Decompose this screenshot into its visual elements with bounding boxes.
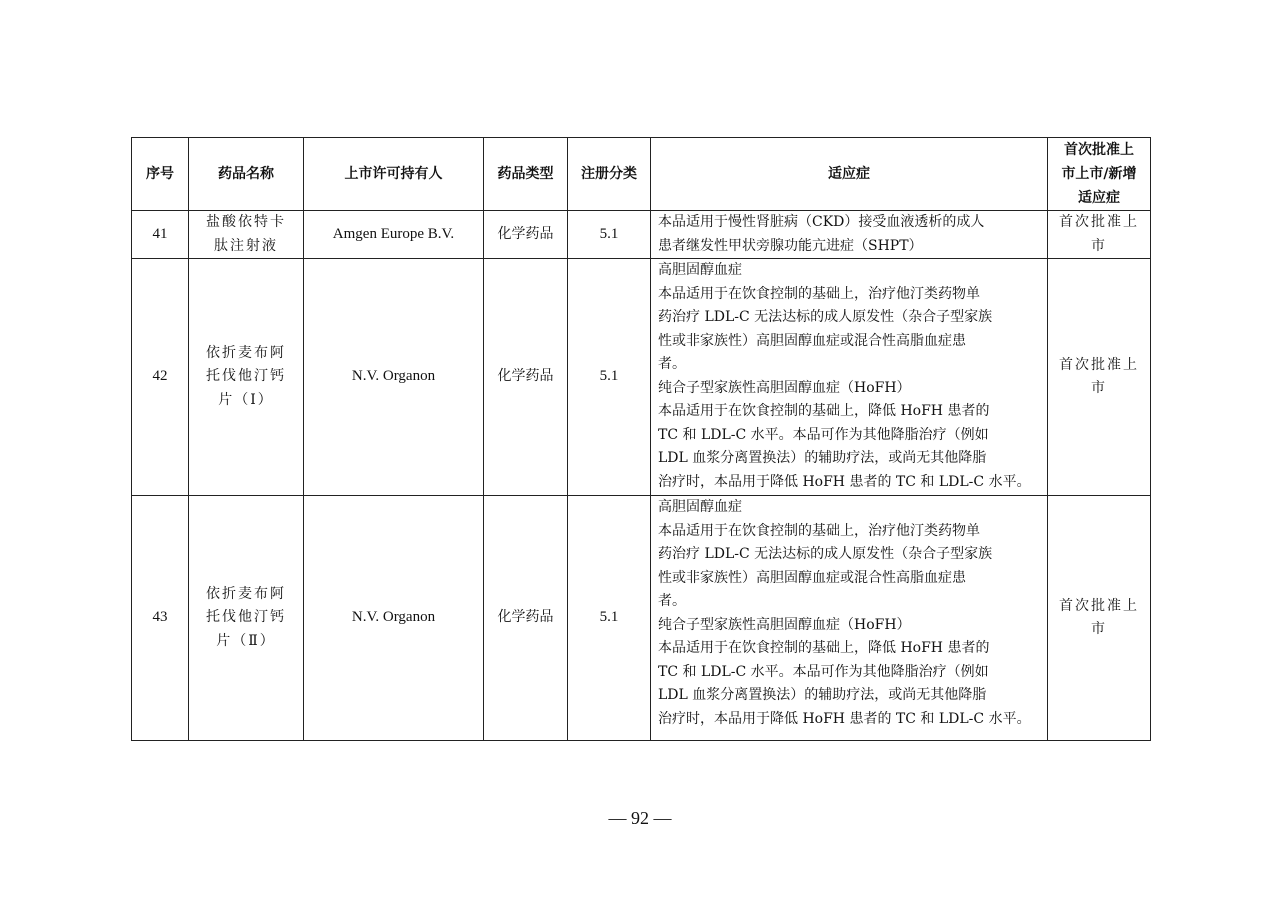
cell-license-holder: N.V. Organon <box>304 496 484 741</box>
drug-name-line: 托伐他汀钙 <box>206 609 286 626</box>
page-number: — 92 — <box>608 808 672 828</box>
cell-license-holder: N.V. Organon <box>304 259 484 496</box>
cell-approval-status <box>1048 496 1151 741</box>
table-header-row <box>132 138 1151 211</box>
drug-name-line: 依折麦布阿 <box>206 585 286 602</box>
cell-drug-name <box>189 259 304 496</box>
indication-line: 者。 <box>658 356 686 372</box>
indication-line: 本品适用于在饮食控制的基础上，降低 HoFH 患者的 <box>658 403 990 419</box>
header-status-line: 市上市/新增 <box>1061 166 1137 182</box>
indication-line: 治疗时，本品用于降低 HoFH 患者的 TC 和 LDL-C 水平。 <box>658 473 1031 490</box>
indication-line: 者。 <box>658 593 686 609</box>
status-line: 首次批准上 <box>1059 356 1139 373</box>
indication-line: TC 和 LDL-C 水平。本品可作为其他降脂治疗（例如 <box>658 663 989 680</box>
indication-line: 治疗时，本品用于降低 HoFH 患者的 TC 和 LDL-C 水平。 <box>658 710 1031 727</box>
cell-seq: 42 <box>132 259 189 496</box>
cell-indication <box>651 496 1048 741</box>
table-row <box>132 211 1151 259</box>
cell-approval-status <box>1048 259 1151 496</box>
indication-line: TC 和 LDL-C 水平。本品可作为其他降脂治疗（例如 <box>658 426 989 443</box>
indication-line: 药治疗 LDL-C 无法达标的成人原发性（杂合子型家族 <box>658 546 993 562</box>
drug-approval-table <box>131 137 1151 741</box>
drug-name-line: 依折麦布阿 <box>206 344 286 361</box>
cell-drug-type: 化学药品 <box>484 259 568 496</box>
drug-name-line: 肽注射液 <box>214 237 278 254</box>
status-line: 市 <box>1091 237 1107 254</box>
cell-registration-category: 5.1 <box>568 496 651 741</box>
status-line: 市 <box>1091 380 1107 396</box>
table-row <box>132 259 1151 496</box>
indication-line: 本品适用于慢性肾脏病（CKD）接受血液透析的成人 <box>658 214 985 230</box>
header-drug-name: 药品名称 <box>189 138 304 211</box>
header-drug-type: 药品类型 <box>484 138 568 211</box>
header-approval-status <box>1048 138 1151 211</box>
table-row <box>132 496 1151 741</box>
indication-line: 本品适用于在饮食控制的基础上，治疗他汀类药物单 <box>658 522 980 539</box>
header-seq: 序号 <box>132 138 189 211</box>
cell-registration-category: 5.1 <box>568 211 651 259</box>
indication-line: 患者继发性甲状旁腺功能亢进症（SHPT） <box>658 237 923 254</box>
cell-seq: 43 <box>132 496 189 741</box>
status-line: 市 <box>1091 621 1107 637</box>
indication-line: 性或非家族性）高胆固醇血症或混合性高脂血症患 <box>658 569 966 586</box>
cell-drug-name <box>189 496 304 741</box>
indication-line: 性或非家族性）高胆固醇血症或混合性高脂血症患 <box>658 332 966 349</box>
cell-drug-type: 化学药品 <box>484 211 568 259</box>
indication-line: 本品适用于在饮食控制的基础上，降低 HoFH 患者的 <box>658 640 990 656</box>
indication-line: 药治疗 LDL-C 无法达标的成人原发性（杂合子型家族 <box>658 309 993 325</box>
cell-drug-type: 化学药品 <box>484 496 568 741</box>
indication-line: 高胆固醇血症 <box>658 499 742 515</box>
cell-registration-category: 5.1 <box>568 259 651 496</box>
drug-name-line: 片（Ⅰ） <box>218 391 274 408</box>
header-status-line: 首次批准上 <box>1064 142 1134 158</box>
indication-line: LDL 血浆分离置换法）的辅助疗法，或尚无其他降脂 <box>658 687 987 703</box>
indication-line: 本品适用于在饮食控制的基础上，治疗他汀类药物单 <box>658 285 980 302</box>
header-status-line: 适应症 <box>1078 190 1120 206</box>
drug-name-line: 片（Ⅱ） <box>216 632 276 649</box>
header-indication: 适应症 <box>651 138 1048 211</box>
drug-name-line: 托伐他汀钙 <box>206 368 286 385</box>
cell-indication <box>651 259 1048 496</box>
cell-license-holder: Amgen Europe B.V. <box>304 211 484 259</box>
indication-line: 纯合子型家族性高胆固醇血症（HoFH） <box>658 379 911 396</box>
header-license-holder: 上市许可持有人 <box>304 138 484 211</box>
cell-approval-status <box>1048 211 1151 259</box>
status-line: 首次批准上 <box>1059 597 1139 614</box>
cell-drug-name <box>189 211 304 259</box>
header-registration-category: 注册分类 <box>568 138 651 211</box>
status-line: 首次批准上 <box>1059 214 1139 230</box>
drug-name-line: 盐酸依特卡 <box>206 214 286 230</box>
cell-indication <box>651 211 1048 259</box>
indication-line: 高胆固醇血症 <box>658 262 742 278</box>
indication-line: 纯合子型家族性高胆固醇血症（HoFH） <box>658 616 911 633</box>
cell-seq: 41 <box>132 211 189 259</box>
indication-line: LDL 血浆分离置换法）的辅助疗法，或尚无其他降脂 <box>658 450 987 466</box>
